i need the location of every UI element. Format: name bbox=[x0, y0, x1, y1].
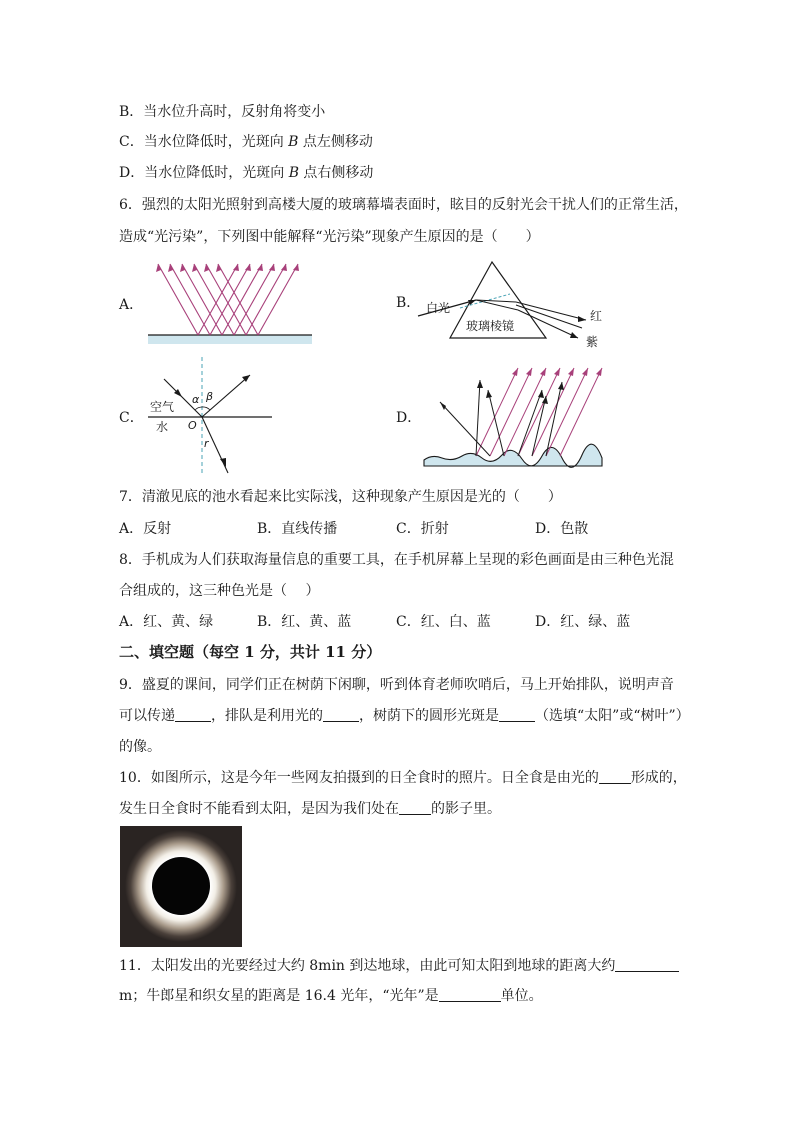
q5-option-b: B．当水位升高时，反射角将变小 bbox=[119, 104, 326, 120]
q9-blank-1[interactable] bbox=[175, 707, 211, 722]
water-label: 水 bbox=[156, 420, 169, 434]
q10-blank-2[interactable] bbox=[399, 800, 431, 815]
q7-stem: 7．清澈见底的池水看起来比实际浅，这种现象产生原因是光的（ ） bbox=[119, 489, 562, 505]
white-light-label: 白光 bbox=[426, 301, 451, 315]
solar-eclipse-photo bbox=[120, 826, 242, 947]
q9-line1: 9．盛夏的课间，同学们正在树荫下闲聊，听到体育老师吹哨后，马上开始排队，说明声音 bbox=[119, 677, 674, 693]
q6-figure-c bbox=[140, 355, 280, 475]
q7-option-d: D．色散 bbox=[535, 521, 589, 537]
red-label: 红 bbox=[590, 309, 603, 323]
q8-option-b: B．红、黄、蓝 bbox=[257, 614, 352, 630]
q8-option-d: D．红、绿、蓝 bbox=[535, 614, 631, 630]
q9-line3: 的像。 bbox=[119, 739, 161, 755]
q6-figure-d bbox=[420, 360, 605, 472]
q11-line2: m；牛郎星和织女星的距离是 16.4 光年，“光年”是 单位。 bbox=[119, 988, 543, 1004]
section-2-title: 二、填空题（每空 1 分，共计 11 分） bbox=[119, 643, 382, 661]
q6-option-a-label: A． bbox=[119, 297, 144, 313]
q11-blank-2[interactable] bbox=[439, 987, 501, 1002]
q7-option-a: A．反射 bbox=[119, 521, 172, 537]
origin-label: O bbox=[188, 419, 197, 432]
q6-figure-b bbox=[410, 258, 610, 350]
q11-line1: 11．太阳发出的光要经过大约 8min 到达地球，由此可知太阳到地球的距离大约 bbox=[119, 956, 679, 976]
q6-stem-line2: 造成“光污染”，下列图中能解释“光污染”现象产生原因的是（ ） bbox=[119, 229, 540, 245]
q8-stem-line1: 8．手机成为人们获取海量信息的重要工具，在手机屏幕上呈现的彩色画面是由三种色光混 bbox=[119, 552, 674, 568]
q8-option-c: C．红、白、蓝 bbox=[396, 614, 491, 630]
q10-line1: 10．如图所示，这是今年一些网友拍摄到的日全食时的照片。日全食是由光的 形成的， bbox=[119, 770, 687, 786]
q9-line2: 可以传递 ，排队是利用光的 ，树荫下的圆形光斑是 （选填“太阳”或“树叶”） bbox=[119, 708, 690, 724]
alpha-label: α bbox=[192, 393, 200, 406]
purple-label: 紫 bbox=[586, 335, 599, 349]
air-label: 空气 bbox=[150, 400, 175, 414]
q6-figure-a bbox=[140, 258, 320, 348]
q5-option-d: D．当水位降低时，光斑向 B 点右侧移动 bbox=[119, 165, 374, 181]
q7-option-b: B．直线传播 bbox=[257, 521, 338, 537]
q10-line2: 发生日全食时不能看到太阳，是因为我们处在 的影子里。 bbox=[119, 801, 501, 817]
refraction-angle-label: r bbox=[204, 437, 209, 450]
q10-blank-1[interactable] bbox=[599, 769, 631, 784]
q6-option-c-label: C． bbox=[119, 410, 144, 426]
q6-stem-line1: 6．强烈的太阳光照射到高楼大厦的玻璃幕墙表面时，眩目的反射光会干扰人们的正常生活， bbox=[119, 197, 688, 213]
prism-label: 玻璃棱镜 bbox=[466, 319, 515, 333]
q8-option-a: A．红、黄、绿 bbox=[119, 614, 214, 630]
q9-blank-3[interactable] bbox=[499, 707, 535, 722]
q6-option-d-label: D． bbox=[396, 410, 422, 426]
q5-option-c: C．当水位降低时，光斑向 B 点左侧移动 bbox=[119, 134, 373, 150]
q6-option-b-label: B． bbox=[396, 295, 421, 311]
q9-blank-2[interactable] bbox=[323, 707, 359, 722]
q11-blank-1[interactable] bbox=[615, 957, 679, 972]
q8-stem-line2: 合组成的，这三种色光是（ ） bbox=[119, 583, 320, 599]
q7-option-c: C．折射 bbox=[396, 521, 449, 537]
beta-label: β bbox=[206, 390, 214, 403]
